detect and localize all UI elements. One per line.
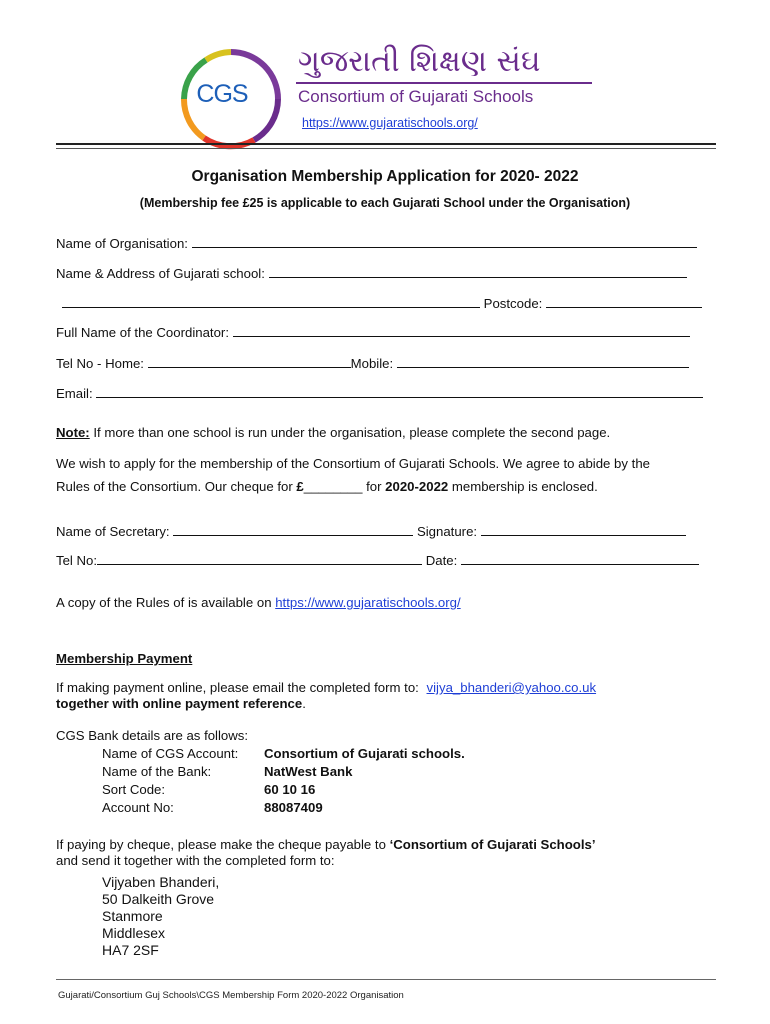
bank-row	[102, 782, 315, 797]
header-rule-thin	[56, 148, 716, 149]
bank-label: Name of CGS Account:	[102, 746, 239, 761]
field-tel-date	[56, 553, 699, 568]
field-secretary-signature	[56, 524, 686, 539]
bank-value: 60 10 16	[264, 782, 316, 797]
field-label: Mobile:	[350, 356, 394, 371]
field-org-name	[56, 236, 697, 251]
bank-value: 88087409	[264, 800, 323, 815]
org-name-input[interactable]	[192, 236, 697, 248]
field-label: Tel No:	[56, 553, 98, 568]
note-label: Note:	[56, 425, 90, 440]
email-input[interactable]	[96, 386, 703, 398]
org-name-gujarati: ગુજરાતી શિક્ષણ સંઘ	[298, 44, 541, 79]
rules-copy	[56, 595, 461, 610]
field-email	[56, 386, 703, 401]
payment-online-line-1	[56, 680, 596, 695]
address-line-input[interactable]	[62, 296, 480, 308]
payment-text: If making payment online, please email the completed form to:	[56, 680, 419, 695]
logo-text: CGS	[196, 80, 248, 108]
bank-label: Account No:	[102, 800, 174, 815]
postal-address-line: Stanmore	[102, 908, 163, 924]
school-address-input[interactable]	[269, 266, 687, 278]
cheque-line-1	[56, 837, 595, 852]
field-address-postcode	[62, 296, 702, 311]
bank-value: Consortium of Gujarati schools.	[264, 746, 465, 761]
postal-address-line: Vijyaben Bhanderi,	[102, 874, 220, 890]
payment-heading: Membership Payment	[56, 651, 193, 666]
secretary-input[interactable]	[173, 524, 413, 536]
field-coordinator	[56, 325, 690, 340]
membership-period: 2020-2022	[385, 479, 449, 494]
bank-intro: CGS Bank details are as follows:	[56, 728, 249, 743]
field-label: Email:	[56, 386, 93, 401]
website-link[interactable]: https://www.gujaratischools.org/	[302, 116, 478, 130]
bank-row	[102, 746, 465, 761]
field-school-address	[56, 266, 687, 281]
agreement-text: membership is enclosed.	[448, 479, 598, 494]
agreement-line-1: We wish to apply for the membership of the Consortium of Gujarati Schools. We agree to abide by the	[56, 456, 650, 471]
agreement-line-2	[56, 479, 598, 494]
form-title: Organisation Membership Application for 2020- 2022	[191, 168, 579, 185]
mobile-input[interactable]	[397, 356, 689, 368]
postal-address-line: Middlesex	[102, 925, 166, 941]
bank-row	[102, 800, 323, 815]
rules-link[interactable]: https://www.gujaratischools.org/	[275, 595, 461, 610]
field-label: Name of Secretary:	[56, 524, 170, 539]
bank-label: Sort Code:	[102, 782, 166, 797]
field-label: Signature:	[416, 524, 478, 539]
footer-path: Gujarati/Consortium Guj Schools\CGS Membership Form 2020-2022 Organisation	[58, 990, 404, 1001]
note-text: If more than one school is run under the organisation, please complete the second page.	[89, 425, 611, 440]
bank-row	[102, 764, 352, 779]
field-label: Tel No - Home:	[56, 356, 144, 371]
org-name-english: Consortium of Gujarati Schools	[298, 87, 534, 106]
cheque-line-2: and send it together with the completed form to:	[56, 853, 335, 868]
note	[56, 425, 610, 440]
header-rule	[56, 143, 716, 145]
footer-rule	[56, 979, 716, 980]
coordinator-input[interactable]	[233, 325, 690, 337]
cheque-payee: ‘Consortium of Gujarati Schools’	[389, 837, 596, 852]
header-divider	[296, 82, 592, 84]
cheque-text: If paying by cheque, please make the cheque payable to	[56, 837, 390, 852]
postal-address-line: HA7 2SF	[102, 942, 159, 958]
rules-text: A copy of the Rules of is available on	[56, 595, 276, 610]
postcode-input[interactable]	[546, 296, 702, 308]
agreement-text: Rules of the Consortium. Our cheque for	[56, 479, 297, 494]
contact-email-link[interactable]: vijya_bhanderi@yahoo.co.uk	[426, 680, 597, 695]
field-label: Name & Address of Gujarati school:	[56, 266, 265, 281]
pound-sign: £	[296, 479, 304, 494]
payment-online-line-2	[56, 696, 306, 711]
postal-address-line: 50 Dalkeith Grove	[102, 891, 215, 907]
field-label: Name of Organisation:	[56, 236, 188, 251]
signature-input[interactable]	[481, 524, 686, 536]
date-input[interactable]	[461, 553, 699, 565]
bank-value: NatWest Bank	[264, 764, 353, 779]
payment-text: .	[302, 696, 306, 711]
bank-label: Name of the Bank:	[102, 764, 212, 779]
form-subtitle: (Membership fee £25 is applicable to each Gujarati School under the Organisation)	[139, 196, 631, 210]
field-label: Full Name of the Coordinator:	[56, 325, 229, 340]
tel-no-input[interactable]	[97, 553, 422, 565]
field-label: Date:	[425, 553, 458, 568]
cheque-amount-blank[interactable]: ________	[303, 479, 363, 494]
field-phones	[56, 356, 689, 371]
field-label: Postcode:	[483, 296, 543, 311]
tel-home-input[interactable]	[148, 356, 351, 368]
agreement-text: for	[362, 479, 386, 494]
payment-reference-text: together with online payment reference	[56, 696, 303, 711]
